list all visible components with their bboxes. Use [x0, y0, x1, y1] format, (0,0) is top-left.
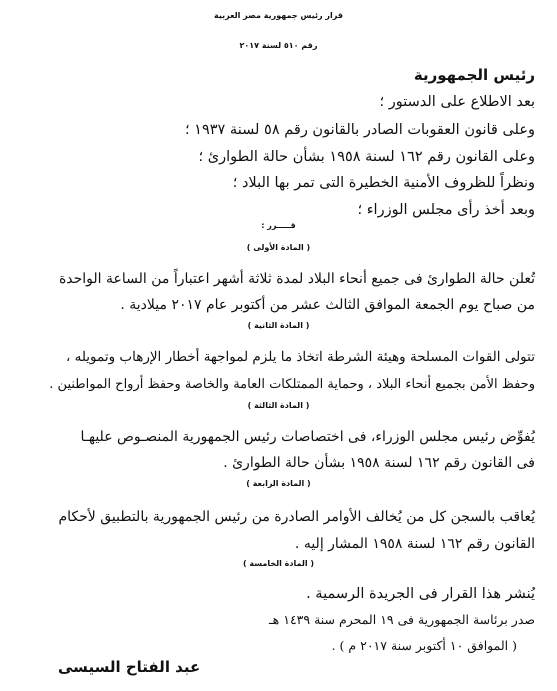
decision-heading: قـــــرر : [261, 221, 296, 230]
issued-date-hijri: صدر برئاسة الجمهورية فى ١٩ المحرم سنة ١٤٣٩ هـ [269, 612, 535, 627]
article-5-heading: ( المادة الخامسة ) [242, 559, 315, 568]
preamble-line-2: وعلى قانون العقوبات الصادر بالقانون رقم ٥٨ لسنة ١٩٣٧ ؛ [184, 122, 535, 138]
article-2-line-2: وحفظ الأمن بجميع أنحاء البلاد ، وحماية الممتلكات العامة والخاصة وحفظ أرواح المواطنين . [49, 377, 535, 392]
article-1-line-2: من صباح يوم الجمعة الموافق الثالث عشر من أكتوبر عام ٢٠١٧ ميلادية . [120, 297, 535, 313]
preamble-line-5: وبعد أخذ رأى مجلس الوزراء ؛ [357, 202, 535, 218]
article-4-line-1: يُعاقب بالسجن كل من يُخالف الأوامر الصادرة من رئيس الجمهورية بالتطبيق لأحكام [58, 509, 535, 525]
issued-date-gregorian: ( الموافق ١٠ أكتوبر سنة ٢٠١٧ م ) . [331, 638, 517, 653]
preamble-line-1: بعد الاطلاع على الدستور ؛ [379, 94, 535, 110]
decree-number: رقم ٥١٠ لسنة ٢٠١٧ [239, 41, 318, 50]
article-1-heading: ( المادة الأولى ) [246, 243, 311, 252]
article-1-line-1: تُعلن حالة الطوارئ فى جميع أنحاء البلاد لمدة ثلاثة أشهر اعتباراً من الساعة الواحدة [58, 271, 535, 287]
decree-title: قرار رئيس جمهورية مصر العربية [214, 11, 343, 20]
preamble-line-4: ونظراً للظروف الأمنية الخطيرة التى تمر بها البلاد ؛ [232, 175, 535, 191]
article-3-heading: ( المادة الثالثة ) [247, 401, 310, 410]
article-5-line-1: يُنشر هذا القرار فى الجريدة الرسمية . [306, 586, 535, 602]
article-2-heading: ( المادة الثانية ) [247, 321, 310, 330]
signature-name: عبد الفتاح السيسى [58, 658, 201, 676]
article-2-line-1: تتولى القوات المسلحة وهيئة الشرطة اتخاذ ما يلزم لمواجهة أخطار الإرهاب وتمويله ، [65, 349, 535, 365]
issuer-label: رئيس الجمهورية [413, 66, 535, 84]
article-3-line-1: يُفوِّض رئيس مجلس الوزراء، فى اختصاصات رئيس الجمهورية المنصـوص عليهـا [80, 429, 535, 445]
article-4-heading: ( المادة الرابعة ) [246, 479, 311, 488]
preamble-line-3: وعلى القانون رقم ١٦٢ لسنة ١٩٥٨ بشأن حالة الطوارئ ؛ [198, 149, 535, 165]
article-4-line-2: القانون رقم ١٦٢ لسنة ١٩٥٨ المشار إليه . [294, 536, 535, 552]
article-3-line-2: فى القانون رقم ١٦٢ لسنة ١٩٥٨ بشأن حالة الطوارئ . [223, 455, 535, 471]
